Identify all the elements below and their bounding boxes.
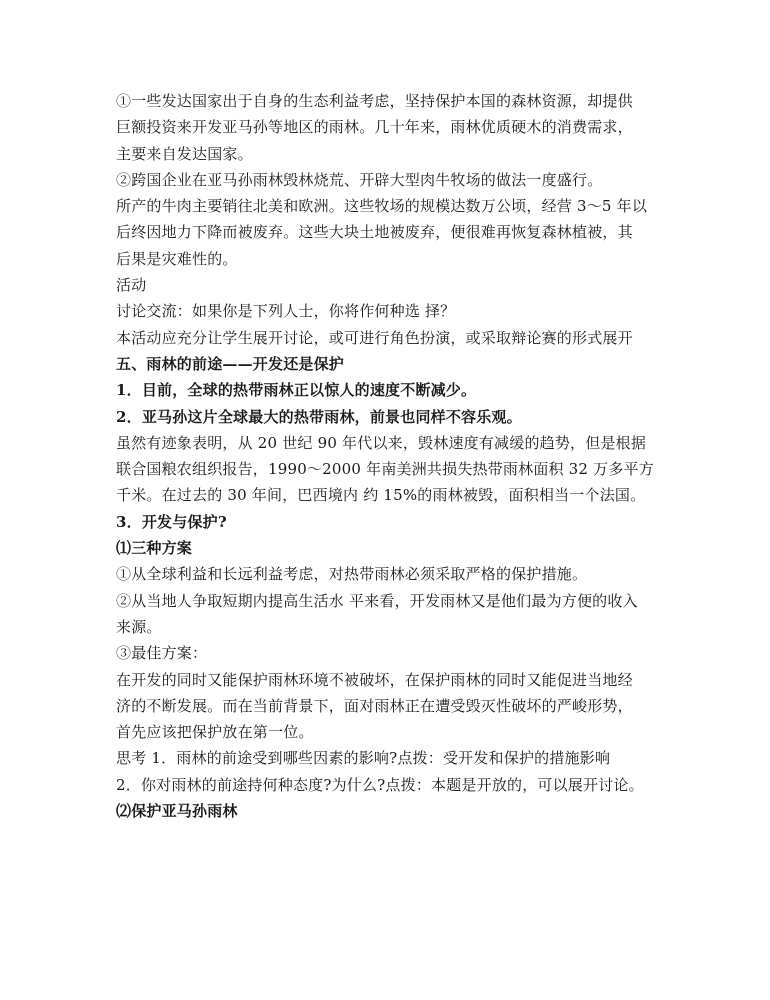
- text-line: 后果是灾难性的。: [116, 249, 238, 268]
- text-line: 联合国粮农组织报告，1990～2000 年南美洲共损失热带雨林面积 32 万多平方: [116, 460, 654, 479]
- text-line: 来源。: [116, 617, 162, 636]
- text-line: 在开发的同时又能保护雨林环境不被破坏，在保护雨林的同时又能促进当地经: [116, 670, 633, 689]
- text-line: 虽然有迹象表明，从 20 世纪 90 年代以来，毁林速度有减缓的趋势，但是根据: [116, 433, 647, 452]
- heading-line: 五、雨林的前途——开发还是保护: [116, 354, 345, 373]
- text-line: 千米。在过去的 30 年间，巴西境内 约 15%的雨林被毁，面积相当一个法国。: [116, 486, 646, 505]
- text-line: ②跨国企业在亚马孙雨林毁林烧荒、开辟大型肉牛牧场的做法一度盛行。: [116, 170, 603, 189]
- text-line: ③最佳方案：: [116, 644, 208, 663]
- heading-line: ⑴三种方案: [116, 539, 193, 558]
- document-body: [116, 88, 656, 824]
- text-line: 主要来自发达国家。: [116, 144, 253, 163]
- text-line: 本活动应充分让学生展开讨论，或可进行角色扮演，或采取辩论赛的形式展开: [116, 328, 633, 347]
- text-line: 2．你对雨林的前途持何种态度?为什么?点拨：本题是开放的，可以展开讨论。: [116, 775, 644, 794]
- text-line: ①一些发达国家出于自身的生态利益考虑，坚持保护本国的森林资源，却提供: [116, 92, 633, 110]
- text-line: 所产的牛肉主要销往北美和欧洲。这些牧场的规模达数万公顷，经营 3～5 年以: [116, 197, 648, 216]
- heading-line: 2．亚马孙这片全球最大的热带雨林，前景也同样不容乐观。: [116, 407, 522, 426]
- text-line: 后终因地力下降而被废弃。这些大块土地被废弃，便很难再恢复森林植被，其: [116, 223, 633, 242]
- text-line: 济的不断发展。而在当前背景下，面对雨林正在遭受毁灭性破坏的严峻形势，: [116, 696, 633, 715]
- text-line: 首先应该把保护放在第一位。: [116, 723, 314, 742]
- text-line: 巨额投资来开发亚马孙等地区的雨林。几十年来，雨林优质硬木的消费需求，: [116, 118, 633, 137]
- text-line: ②从当地人争取短期内提高生活水 平来看，开发雨林又是他们最为方便的收入: [116, 591, 638, 610]
- text-line: ①从全球利益和长远利益考虑，对热带雨林必须采取严格的保护措施。: [116, 565, 588, 584]
- heading-line: 1．目前，全球的热带雨林正以惊人的速度不断减少。: [116, 381, 477, 400]
- heading-line: ⑵保护亚马孙雨林: [116, 802, 238, 821]
- text-line: 思考 1．雨林的前途受到哪些因素的影响?点拨：受开发和保护的措施影响: [116, 749, 611, 768]
- text-line: 讨论交流：如果你是下列人士，你将作何种选 择？: [116, 302, 456, 321]
- text-line: 活动: [116, 276, 147, 295]
- heading-line: 3．开发与保护?: [116, 512, 227, 531]
